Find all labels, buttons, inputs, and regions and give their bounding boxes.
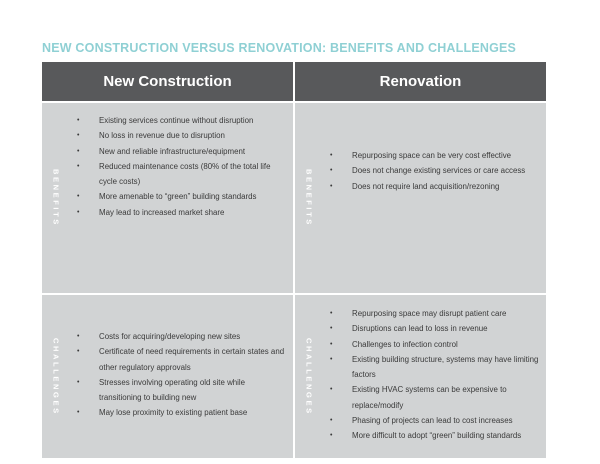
benefits-renovation-list bbox=[328, 148, 540, 194]
list-item: • Certificate of need requirements in certain states and other regulatory approvals bbox=[75, 344, 287, 375]
challenges-renovation-list bbox=[328, 306, 540, 444]
list-item: • More amenable to “green” building standards bbox=[75, 189, 287, 204]
column-header-new-construction: New Construction bbox=[42, 62, 293, 101]
page-title: NEW CONSTRUCTION VERSUS RENOVATION: BENEFITS AND CHALLENGES bbox=[42, 41, 517, 55]
list-item: • Challenges to infection control bbox=[328, 337, 540, 352]
list-item: • Existing services continue without disruption bbox=[75, 113, 287, 128]
cell-benefits-new-construction bbox=[42, 103, 293, 293]
cell-challenges-new-construction bbox=[42, 295, 293, 458]
list-item: • May lead to increased market share bbox=[75, 205, 287, 220]
list-item: • Disruptions can lead to loss in revenue bbox=[328, 321, 540, 336]
list-item: • Reduced maintenance costs (80% of the total life cycle costs) bbox=[75, 159, 287, 190]
row-label-challenges: CHALLENGES bbox=[51, 337, 61, 416]
list-item: • Existing HVAC systems can be expensive to replace/modify bbox=[328, 382, 540, 413]
cell-challenges-renovation bbox=[295, 295, 546, 458]
list-item: • New and reliable infrastructure/equipment bbox=[75, 144, 287, 159]
list-item: • Stresses involving operating old site while transitioning to building new bbox=[75, 375, 287, 406]
row-label-benefits: BENEFITS bbox=[304, 169, 314, 227]
list-item: • No loss in revenue due to disruption bbox=[75, 128, 287, 143]
list-item: • May lose proximity to existing patient base bbox=[75, 405, 287, 420]
list-item: • More difficult to adopt “green” building standards bbox=[328, 428, 540, 443]
list-item: • Does not change existing services or care access bbox=[328, 163, 540, 178]
list-item: • Repurposing space can be very cost effective bbox=[328, 148, 540, 163]
row-label-benefits: BENEFITS bbox=[51, 169, 61, 227]
list-item: • Repurposing space may disrupt patient care bbox=[328, 306, 540, 321]
benefits-new-construction-list bbox=[75, 113, 287, 220]
cell-benefits-renovation bbox=[295, 103, 546, 293]
challenges-new-construction-list bbox=[75, 329, 287, 421]
list-item: • Phasing of projects can lead to cost increases bbox=[328, 413, 540, 428]
column-header-renovation: Renovation bbox=[295, 62, 546, 101]
list-item: • Does not require land acquisition/rezoning bbox=[328, 179, 540, 194]
list-item: • Costs for acquiring/developing new sites bbox=[75, 329, 287, 344]
list-item: • Existing building structure, systems may have limiting factors bbox=[328, 352, 540, 383]
comparison-table bbox=[42, 62, 546, 441]
row-label-challenges: CHALLENGES bbox=[304, 337, 314, 416]
